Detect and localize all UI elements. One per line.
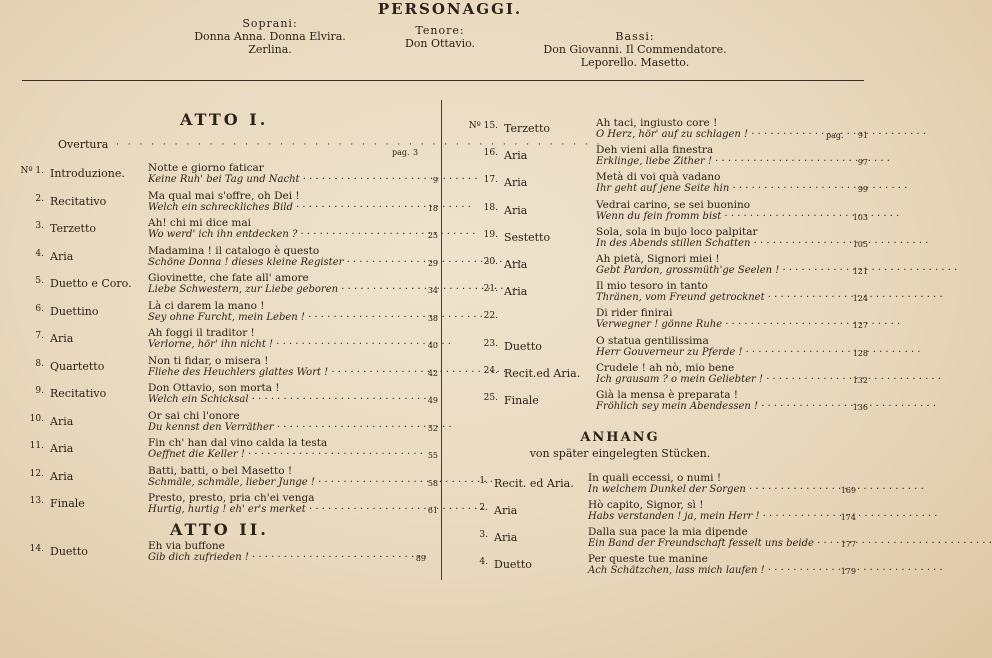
entry-italian-title: Là ci darem la mano ! <box>148 299 265 312</box>
entry-number: 21. <box>483 284 498 295</box>
entry-number: 13. <box>29 496 44 506</box>
act2-heading: ATTO II. <box>170 520 269 539</box>
entry-page: 61 <box>427 506 438 515</box>
tenore-line-1: Don Ottavio. <box>404 37 476 50</box>
entry-type: Finale <box>50 497 85 510</box>
entry-number: 18. <box>483 202 498 213</box>
entry-number: 4. <box>35 248 44 259</box>
entry-italian-title: Batti, batti, o bel Masetto ! <box>148 464 293 477</box>
entry-german-title: Ich grausam ? o mein Geliebter ! · · · <box>596 374 941 386</box>
entry-type: Sestetto <box>504 230 551 244</box>
entry-number: 3. <box>479 530 488 540</box>
entry-number: 22. <box>483 311 498 322</box>
entry-number: Nº 15. <box>468 121 498 131</box>
entry-italian-title: Madamina ! il catalogo è questo <box>148 244 320 257</box>
tenore-label: Tenore: <box>415 24 465 37</box>
entry-german-clip <box>146 552 396 580</box>
act1-heading: ATTO I. <box>180 110 269 129</box>
entry-italian-title: Dalla sua pace la mia dipende <box>588 526 748 538</box>
entry-type: Quartetto <box>50 359 105 373</box>
entry-page: 58 <box>427 478 438 488</box>
act1-entry <box>18 162 438 190</box>
entry-number: 25. <box>483 393 498 403</box>
entry-german-title: Fröhlich sey mein Abendessen ! · · · <box>596 401 936 413</box>
anhang-header <box>470 430 770 460</box>
entry-german-title: Ein Band der Freundschaft fesselt uns beide · · · <box>588 538 992 550</box>
entry-italian-title: Ah! chi mi dice mai <box>148 217 251 229</box>
anhang-entry <box>448 499 868 527</box>
entry-page: 40 <box>427 341 438 350</box>
entry-number: 11. <box>29 441 44 451</box>
entry-page: 52 <box>427 423 438 433</box>
entry-italian-title: Presto, presto, pria ch'ei venga <box>148 492 315 504</box>
entry-german-title: Wenn du fein fromm bist · · · <box>596 211 899 223</box>
soprani-line-2: Zerlina. <box>248 43 292 56</box>
entry-type: Duetto <box>50 545 88 558</box>
entry-italian-title: Giovinette, che fate all' amore <box>148 272 309 284</box>
entry-type: Recit.ed Aria. <box>504 366 581 380</box>
act1-entry <box>18 354 438 383</box>
entry-german-title: Ihr geht auf jene Seite hin · · · <box>596 183 907 195</box>
entry-german-title: Thränen, vom Freund getrocknet · · · <box>596 292 943 304</box>
act1-entry <box>18 492 438 520</box>
anhang-heading: ANHANG <box>580 430 660 445</box>
entry-italian-title: Deh vieni alla finestra <box>596 144 714 157</box>
act2-entry <box>448 307 868 335</box>
anhang-entry <box>448 526 868 554</box>
entry-type: Duetto <box>494 558 532 571</box>
entry-number: 2. <box>35 193 44 204</box>
entry-page: 42 <box>427 368 438 378</box>
entry-pag-label: pag. <box>826 131 844 140</box>
entry-german-title: Verlorne, hör' ihn nicht ! · · · <box>148 339 451 351</box>
entry-italian-title: Crudele ! ah nò, mio bene <box>596 361 735 374</box>
bassi-line-1: Don Giovanni. Il Commendatore. <box>543 43 727 56</box>
entry-page: 136 <box>852 403 868 412</box>
act1-entry <box>18 189 438 218</box>
entry-type: Aria <box>50 414 74 428</box>
entry-german-title: Ach Schätzchen, lass mich laufen ! · · · <box>588 565 943 577</box>
header-rule <box>22 80 864 81</box>
act2-entry <box>448 280 868 308</box>
act1-entry <box>18 327 438 355</box>
entry-page: 124 <box>852 294 868 304</box>
entry-german-title: Oeffnet die Keller ! · · · <box>148 449 423 461</box>
act1-entry <box>18 217 438 245</box>
entry-page: 89 <box>415 554 426 563</box>
entry-type: Recitativo <box>50 387 107 400</box>
act2-entry <box>448 253 868 281</box>
overture-pag-label: pag. <box>392 148 410 157</box>
tenore-group <box>380 24 500 50</box>
entry-german-title: Schöne Donna ! dieses kleine Register · · · <box>148 257 521 269</box>
entry-type: Duettino <box>50 304 99 318</box>
act2-entry <box>448 226 868 254</box>
entry-page: 177 <box>840 540 856 549</box>
entry-page: 127 <box>852 321 868 331</box>
entry-german-title: Gib dich zufrieden ! · · · <box>148 552 427 564</box>
entry-number: 12. <box>29 468 44 479</box>
entry-german-title: Herr Gouverneur zu Pferde ! · · · <box>596 347 920 359</box>
soprani-group <box>180 17 360 56</box>
entry-type: Aria <box>50 442 74 455</box>
entry-german-title: Gebt Pardon, grossmüth'ge Seelen ! · · · <box>596 265 957 277</box>
entry-page: 105 <box>852 239 868 249</box>
entry-type: Aria <box>494 504 518 517</box>
entry-page: 18 <box>427 203 438 213</box>
bassi-group <box>530 30 740 69</box>
entry-number: Nº 1. <box>20 166 44 176</box>
entry-type: Aria <box>50 249 74 263</box>
entry-type: Recitativo <box>50 194 107 208</box>
entry-german-title: Hurtig, hurtig ! eh' er's merket · · · <box>148 504 484 516</box>
act2-entry <box>448 199 868 227</box>
act1-entry <box>18 437 438 465</box>
entry-german-title: Sey ohne Furcht, mein Leben ! · · · <box>148 312 483 324</box>
overture-page: 3 <box>413 148 419 157</box>
entry-italian-title: O statua gentilissima <box>596 334 709 347</box>
entry-page: 121 <box>852 267 868 276</box>
entry-number: 2. <box>479 503 488 513</box>
anhang-subheading: von später eingelegten Stücken. <box>529 447 711 460</box>
entry-type: Terzetto <box>50 222 97 235</box>
entry-italian-title: Ma qual mai s'offre, oh Dei ! <box>148 189 300 202</box>
act2-entry <box>448 362 868 390</box>
entry-page: 25 <box>427 231 438 240</box>
entry-number: 23. <box>483 338 498 349</box>
act1-entry <box>18 409 438 438</box>
entry-type: Aria <box>50 469 74 483</box>
entry-type: Introduzione. <box>50 167 125 180</box>
entry-type: Aria <box>50 332 74 345</box>
entry-german-title: Welch ein schreckliches Bild · · · <box>148 202 471 214</box>
entry-german-title: In des Abends stillen Schatten · · · <box>596 238 928 250</box>
entry-number: 20. <box>483 257 498 267</box>
entry-page: 99 <box>857 185 868 195</box>
entry-page: 174 <box>840 513 856 522</box>
entry-type: Terzetto <box>504 122 551 135</box>
bassi-line-2: Leporello. Masetto. <box>580 56 690 69</box>
entry-italian-title: In quali eccessi, o numi ! <box>588 472 722 484</box>
entry-page: 38 <box>427 313 438 323</box>
page-title: PERSONAGGI. <box>377 0 523 18</box>
entry-italian-title: Il mio tesoro in tanto <box>596 280 708 293</box>
entry-german-title: Fliehe des Heuchlers glattes Wort ! · · · <box>148 367 506 379</box>
entry-german-title: Du kennst den Verräther · · · <box>148 422 452 434</box>
entry-number: 10. <box>29 413 44 424</box>
entry-type: Recit. ed Aria. <box>494 477 574 490</box>
entry-number: 7. <box>35 331 44 341</box>
entry-german-title: Verwegner ! gönne Ruhe · · · <box>596 319 900 331</box>
entry-page: 55 <box>427 451 438 460</box>
entry-italian-title: Or sai chi l'onore <box>148 409 240 422</box>
act2-entry <box>18 540 428 568</box>
entry-type: Aria <box>504 285 528 299</box>
act1-entry <box>18 299 438 328</box>
entry-german-title: Habs verstanden ! ja, mein Herr ! · · · <box>588 511 937 523</box>
entry-number: 3. <box>35 221 44 231</box>
act2-entry <box>448 389 868 417</box>
act2-entry <box>448 335 868 363</box>
entry-german-title: Welch ein Schicksal · · · <box>148 394 427 406</box>
entry-german-title: In welchem Dunkel der Sorgen · · · <box>588 484 924 496</box>
entry-number: 24. <box>483 365 498 376</box>
act1-entry <box>18 244 438 273</box>
entry-german-title: Erklinge, liebe Zither ! · · · <box>596 156 890 168</box>
entry-page: 132 <box>852 375 868 385</box>
entry-number: 14. <box>29 544 44 554</box>
act1-entry <box>18 382 438 410</box>
entry-number: 8. <box>35 358 44 369</box>
entry-page: 49 <box>427 396 438 405</box>
entry-page: 97 <box>857 158 868 168</box>
entry-page: 128 <box>852 348 868 358</box>
entry-number: 19. <box>483 229 498 240</box>
entry-number: 4. <box>479 557 488 567</box>
entry-italian-title: Sola, sola in bujo loco palpitar <box>596 225 758 238</box>
entry-german-title: Schmäle, schmäle, lieber Junge ! · · · <box>148 477 493 489</box>
entry-italian-title: Fin ch' han dal vino calda la testa <box>148 437 328 449</box>
act2-entry <box>448 144 868 172</box>
entry-number: 5. <box>35 276 44 286</box>
entry-type: Duetto <box>504 339 542 353</box>
act1-entry <box>18 464 438 493</box>
entry-page: 179 <box>840 567 856 576</box>
entry-german-title: O Herz, hör' auf zu schlagen ! · · · <box>596 129 926 141</box>
entry-number: 17. <box>483 175 498 186</box>
entry-type: Aria <box>504 258 528 271</box>
entry-italian-title: Per queste tue manine <box>588 553 708 565</box>
entry-italian-title: Già la mensa è preparata ! <box>596 389 739 401</box>
entry-italian-title: Hò capito, Signor, sì ! <box>588 499 704 511</box>
entry-italian-title: Ah pietà, Signori miei ! <box>596 253 720 265</box>
act2-entry <box>448 171 868 199</box>
entry-italian-title: Ah foggi il traditor ! <box>148 327 255 339</box>
entry-type: Aria <box>504 203 528 217</box>
entry-page: 34 <box>427 286 438 295</box>
entry-number: 9. <box>35 386 44 396</box>
entry-type: Aria <box>504 149 528 163</box>
anhang-entry <box>448 472 868 500</box>
anhang-entry <box>448 553 868 581</box>
entry-type: Aria <box>504 176 528 190</box>
entry-italian-title: Notte e giorno faticar <box>148 162 264 174</box>
entry-german-title: Wo werd' ich ihn entdecken ? · · · <box>148 229 475 241</box>
entry-number: 1. <box>479 476 488 486</box>
entry-italian-title: Eh via buffone <box>148 540 225 552</box>
entry-page: 9 <box>432 176 438 185</box>
entry-page: 91 <box>857 131 868 140</box>
entry-german-title: Keine Ruh' bei Tag und Nacht · · · <box>148 174 478 186</box>
entry-italian-title: Non ti fidar, o misera ! <box>148 354 269 367</box>
entry-type: Aria <box>494 531 518 544</box>
entry-italian-title: Ah taci, ingiusto core ! <box>596 117 718 129</box>
entry-type: Duetto e Coro. <box>50 277 132 290</box>
entry-italian-title: Metà di voi quà vadano <box>596 171 721 184</box>
entry-page: 29 <box>427 258 438 268</box>
soprani-label: Soprani: <box>242 17 298 30</box>
entry-italian-title: Vedrai carino, se sei buonino <box>596 198 751 211</box>
entry-number: 16. <box>483 148 498 159</box>
entry-page: 169 <box>840 486 856 495</box>
overture-label: Overtura <box>58 138 109 151</box>
entry-italian-title: Don Ottavio, son morta ! <box>148 382 280 394</box>
entry-german-clip <box>586 565 826 593</box>
entry-german-clip <box>594 401 838 429</box>
entry-type: Finale <box>504 394 539 407</box>
entry-italian-title: Di rider finirai <box>596 307 673 320</box>
entry-german-title: Liebe Schwestern, zur Liebe geboren · · · <box>148 284 516 296</box>
act1-entry <box>18 272 438 300</box>
bassi-label: Bassi: <box>615 30 655 43</box>
entry-number: 6. <box>35 303 44 314</box>
act2-entry <box>448 117 868 145</box>
soprani-line-1: Donna Anna. Donna Elvira. <box>194 30 346 43</box>
entry-page: 103 <box>852 212 868 222</box>
overture-leader: · · · · · · · · · · · · · · · · · · · · · · · · · · · · · · · · · · · · · · · · · · <box>116 140 603 150</box>
